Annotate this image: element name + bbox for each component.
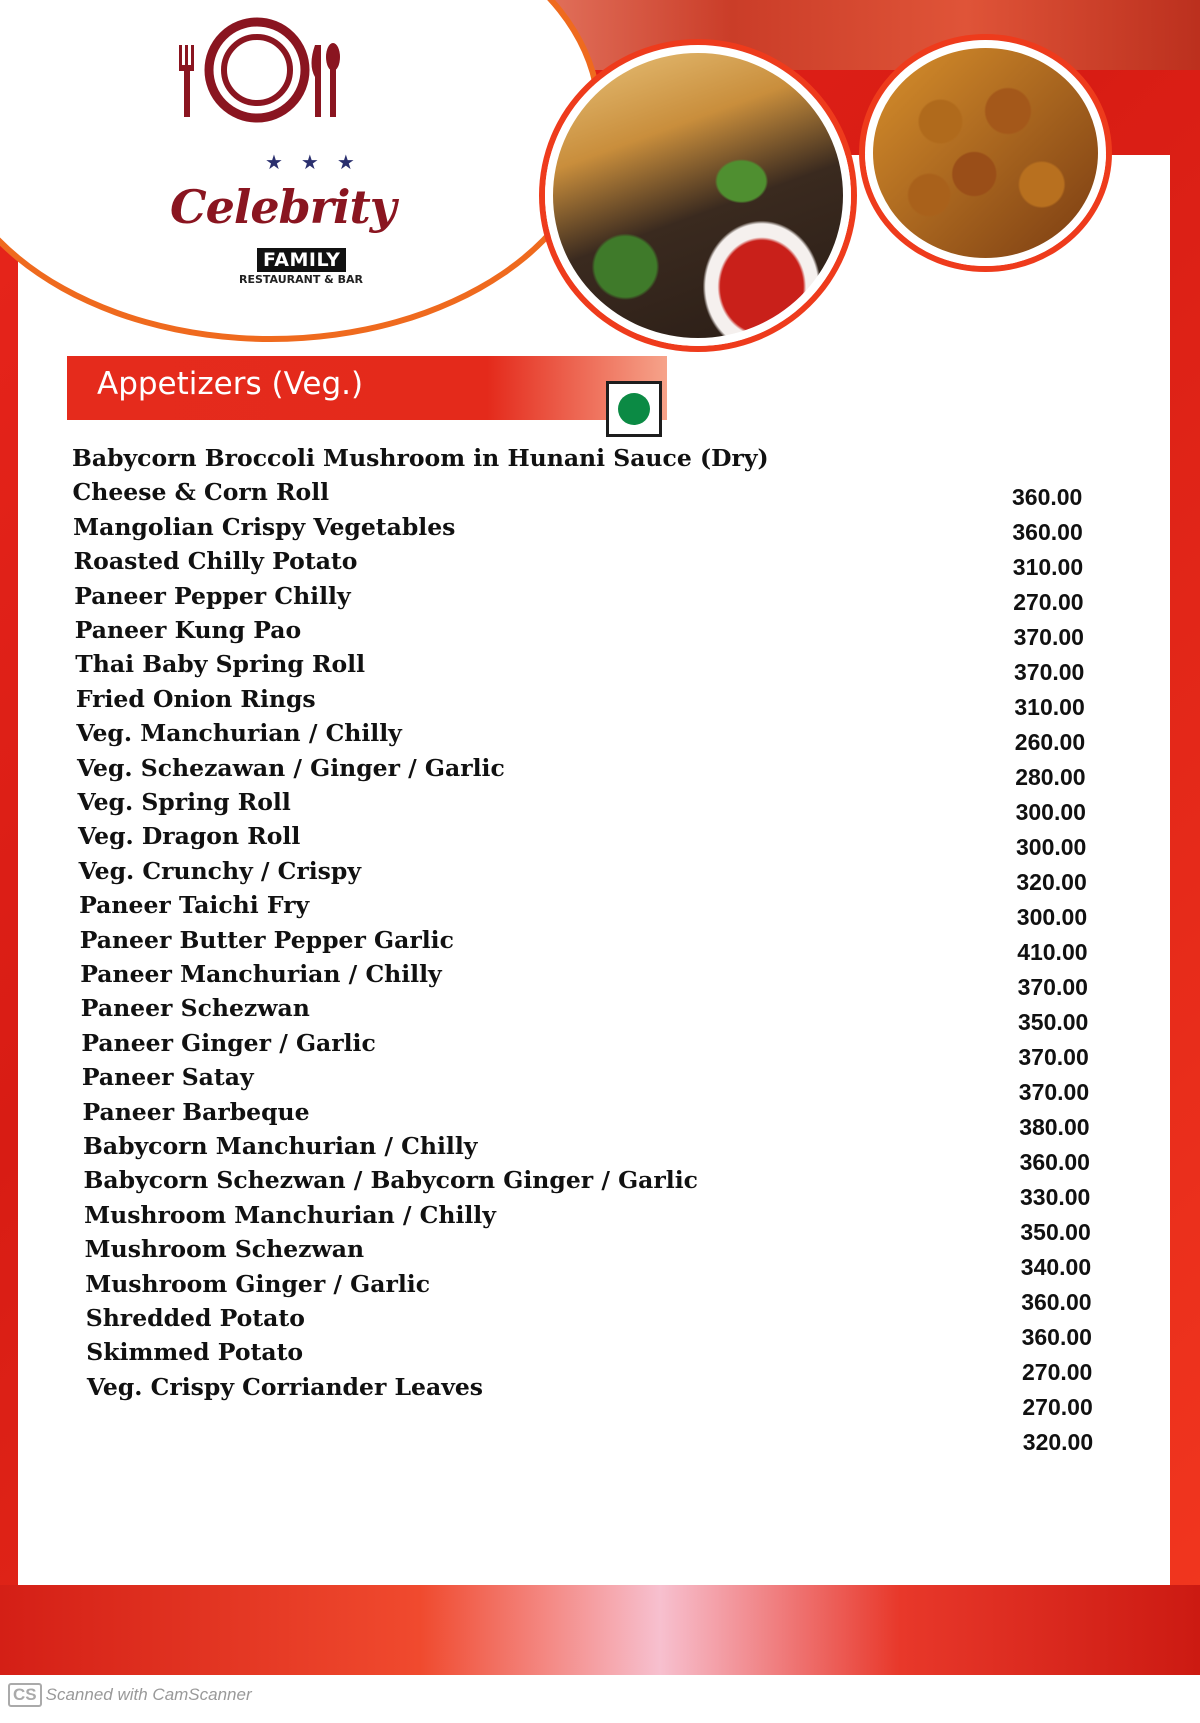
menu-item-price: 360.00 — [1021, 1324, 1092, 1350]
menu-item-name: Mangolian Crispy Vegetables — [73, 512, 456, 541]
menu-item-name: Paneer Ginger / Garlic — [81, 1028, 376, 1057]
menu-item-price: 320.00 — [1016, 869, 1087, 895]
logo-family-tag: FAMILY — [257, 248, 346, 272]
menu-item-price: 330.00 — [1020, 1184, 1091, 1210]
menu-item-name: Veg. Dragon Roll — [78, 822, 301, 851]
section-title: Appetizers (Veg.) — [97, 366, 364, 402]
veg-dot-icon — [618, 393, 650, 425]
menu-item-price: 360.00 — [1019, 1149, 1090, 1175]
menu-item-price: 370.00 — [1018, 1044, 1089, 1070]
menu-item-price: 310.00 — [1012, 554, 1084, 580]
menu-item-price: 360.00 — [1021, 1289, 1092, 1315]
menu-item-price: 370.00 — [1013, 624, 1084, 650]
menu-item-price: 360.00 — [1012, 519, 1083, 545]
menu-item-price: 410.00 — [1017, 939, 1088, 965]
menu-item-name: Paneer Schezwan — [80, 994, 310, 1023]
menu-item-name: Roasted Chilly Potato — [73, 547, 358, 576]
menu-item-price: 350.00 — [1020, 1219, 1091, 1245]
watermark-text: Scanned with CamScanner — [45, 1685, 252, 1704]
menu-item-price: 300.00 — [1015, 799, 1086, 825]
menu-item-name: Veg. Crispy Corriander Leaves — [86, 1372, 484, 1401]
menu-item-price: 300.00 — [1016, 904, 1088, 930]
menu-item-name: Mushroom Schezwan — [84, 1235, 365, 1264]
menu-item-name: Veg. Manchurian / Chilly — [76, 719, 402, 748]
menu-item-name: Paneer Satay — [81, 1063, 254, 1092]
menu-item-price: 340.00 — [1020, 1254, 1092, 1280]
restaurant-logo — [150, 10, 396, 286]
menu-item-name: Veg. Spring Roll — [77, 788, 291, 816]
menu-item-name: Paneer Pepper Chilly — [74, 581, 351, 610]
logo-subtitle: RESTAURANT & BAR — [239, 273, 363, 286]
menu-item-price: 360.00 — [1012, 484, 1083, 510]
decorative-bottom-band — [0, 1585, 1200, 1675]
logo-brand-name: Celebrity — [170, 180, 396, 234]
menu-item-price: 260.00 — [1014, 729, 1086, 755]
menu-item-name: Veg. Schezawan / Ginger / Garlic — [76, 753, 505, 782]
logo-stars: ★★★ — [265, 150, 373, 174]
menu-item-price: 310.00 — [1014, 694, 1085, 720]
menu-item-name: Paneer Kung Pao — [74, 616, 302, 644]
menu-item-price: 350.00 — [1018, 1009, 1089, 1035]
menu-item-name: Paneer Manchurian / Chilly — [80, 960, 442, 988]
menu-item-name: Shredded Potato — [85, 1304, 305, 1332]
plate-cutlery-icon — [175, 15, 345, 125]
menu-item-name: Cheese & Corn Roll — [72, 478, 330, 507]
menu-item-price: 270.00 — [1022, 1359, 1093, 1385]
menu-item-price: 370.00 — [1018, 1079, 1090, 1105]
section-header — [67, 356, 667, 420]
menu-item-name: Paneer Butter Pepper Garlic — [79, 925, 454, 954]
menu-item-price: 370.00 — [1014, 659, 1085, 685]
menu-item-name: Veg. Crunchy / Crispy — [78, 856, 361, 885]
spring-roll-photo — [545, 45, 851, 346]
camscanner-icon: CS — [8, 1683, 42, 1707]
menu-item-price: 300.00 — [1016, 834, 1087, 860]
menu-item-name: Mushroom Ginger / Garlic — [85, 1269, 431, 1298]
menu-item-name: Babycorn Schezwan / Babycorn Ginger / Garlic — [83, 1166, 698, 1195]
menu-item-price: 370.00 — [1017, 974, 1088, 1000]
menu-item-price: 270.00 — [1013, 589, 1084, 615]
menu-item-price: 270.00 — [1022, 1394, 1093, 1420]
menu-item-name: Babycorn Broccoli Mushroom in Hunani Sauce (Dry) — [72, 444, 769, 472]
menu-item-name: Skimmed Potato — [86, 1338, 304, 1367]
menu-item-name: Babycorn Manchurian / Chilly — [83, 1132, 478, 1160]
menu-item-price: 280.00 — [1015, 764, 1086, 790]
menu-item-name: Mushroom Manchurian / Chilly — [84, 1200, 496, 1229]
pakora-photo — [865, 40, 1106, 266]
menu-item-name: Paneer Taichi Fry — [79, 891, 310, 920]
menu-item-name: Thai Baby Spring Roll — [75, 650, 366, 679]
veg-indicator — [606, 381, 662, 437]
menu-item-price: 320.00 — [1022, 1429, 1094, 1455]
menu-item-price: 380.00 — [1019, 1114, 1090, 1140]
menu-item-name: Fried Onion Rings — [75, 684, 316, 713]
menu-item-name: Paneer Barbeque — [82, 1097, 310, 1126]
scanner-watermark — [8, 1683, 252, 1707]
